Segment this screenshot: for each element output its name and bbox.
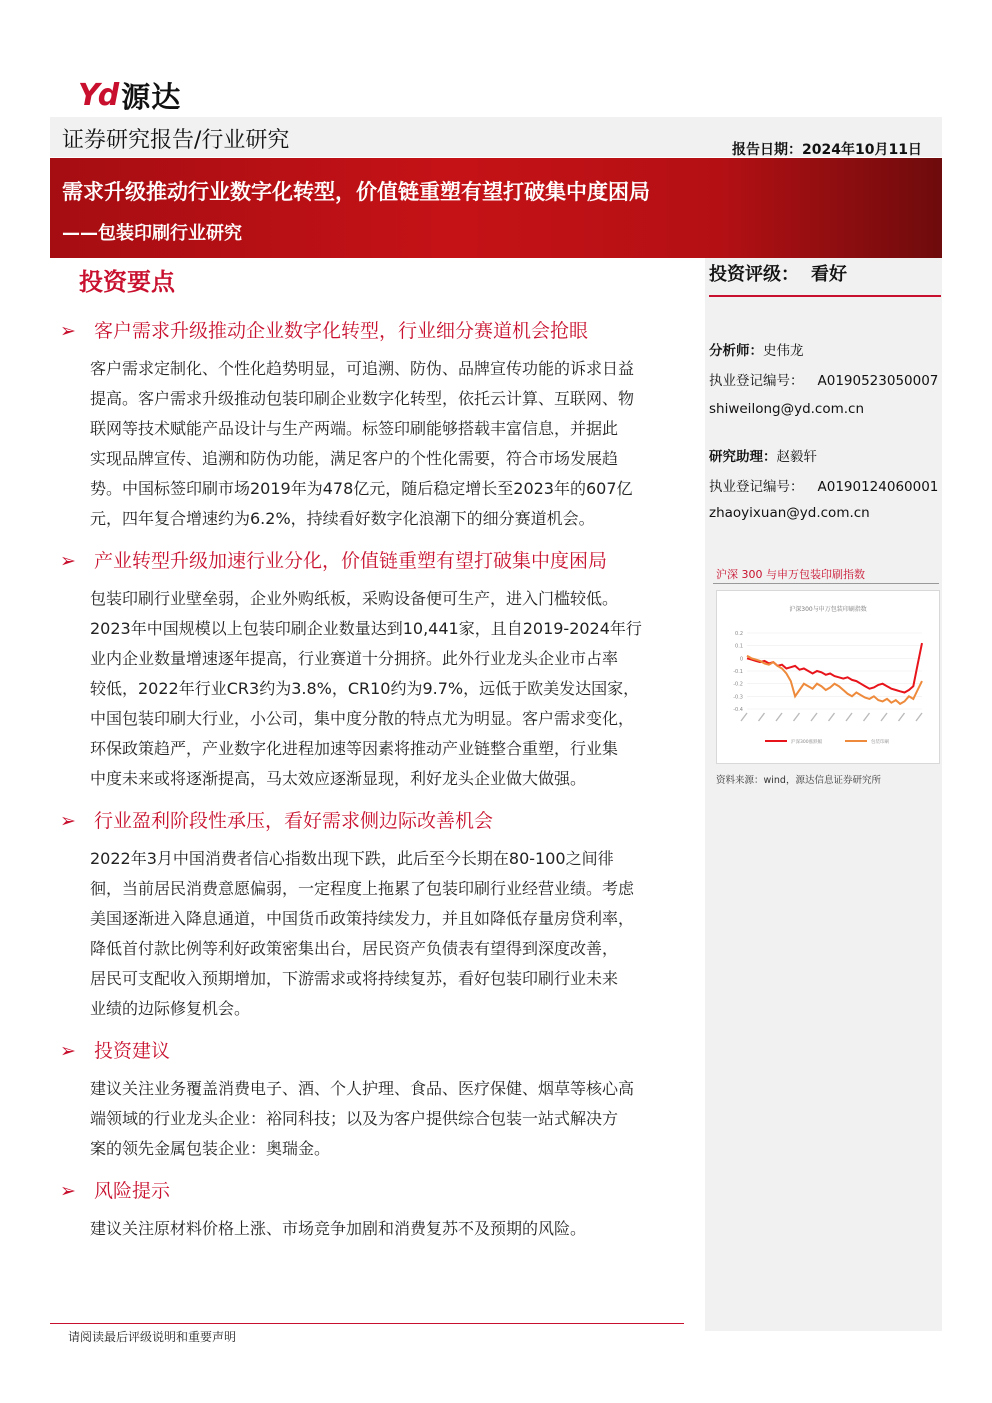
rating-value: 看好 xyxy=(811,264,847,285)
x-tick-mark xyxy=(811,713,817,721)
footer-disclaimer: 请阅读最后评级说明和重要声明 xyxy=(68,1330,237,1344)
x-tick-mark xyxy=(881,713,887,721)
section-title: 投资建议 xyxy=(94,1040,171,1062)
section-heading xyxy=(60,806,493,833)
index-chart-svg xyxy=(717,591,939,763)
rating-label: 投资评级： xyxy=(709,264,799,285)
x-tick-mark xyxy=(794,713,800,721)
paragraph-line: 元，四年复合增速约为6.2%，持续看好数字化浪潮下的细分赛道机会。 xyxy=(90,509,595,528)
x-tick-mark xyxy=(759,713,765,721)
paragraph-line: 美国逐渐进入降息通道，中国货币政策持续发力，并且如降低存量房贷利率， xyxy=(90,909,635,928)
investment-rating xyxy=(709,260,847,286)
section-paragraph xyxy=(90,1074,680,1164)
bullet-arrow-icon: ➢ xyxy=(60,1180,76,1202)
section-heading xyxy=(60,546,607,573)
x-tick-mark xyxy=(846,713,852,721)
logo-mark: Yd xyxy=(78,77,118,113)
x-tick-mark xyxy=(899,713,905,721)
chart-divider xyxy=(713,583,939,584)
assistant-reg-label: 执业登记编号： xyxy=(709,479,804,495)
section-heading xyxy=(60,1176,170,1203)
assistant-email[interactable]: zhaoyixuan@yd.com.cn xyxy=(709,505,870,521)
section-heading xyxy=(60,1036,170,1063)
assistant-label: 研究助理： xyxy=(709,449,777,465)
paragraph-line: 建议关注业务覆盖消费电子、酒、个人护理、食品、医疗保健、烟草等核心高 xyxy=(90,1079,635,1098)
x-tick-mark xyxy=(741,713,747,721)
y-tick-label: -0.2 xyxy=(733,681,743,688)
x-tick-mark xyxy=(829,713,835,721)
paragraph-line: 端领域的行业龙头企业：裕同科技；以及为客户提供综合包装一站式解决方 xyxy=(90,1109,619,1128)
paragraph-line: 2022年3月中国消费者信心指数出现下跌，此后至今长期在80-100之间徘 xyxy=(90,849,614,868)
report-subtitle: ——包装印刷行业研究 xyxy=(62,223,242,244)
paragraph-line: 提高。客户需求升级推动包装印刷企业数字化转型，依托云计算、互联网、物 xyxy=(90,389,635,408)
page-heading: 投资要点 xyxy=(79,268,175,296)
analyst-name: 史伟龙 xyxy=(763,343,804,359)
report-date: 报告日期：2024年10月11日 xyxy=(732,142,922,158)
footer-divider xyxy=(50,1323,684,1324)
section-title: 客户需求升级推动企业数字化转型，行业细分赛道机会抢眼 xyxy=(94,320,589,342)
report-title: 需求升级推动行业数字化转型，价值链重塑有望打破集中度困局 xyxy=(62,180,650,204)
analyst-label: 分析师： xyxy=(709,343,763,359)
section-paragraph xyxy=(90,354,680,534)
chart-caption: 沪深 300 与申万包装印刷指数 xyxy=(716,568,865,581)
logo-name: 源达 xyxy=(121,79,182,114)
assistant-row xyxy=(709,445,817,465)
paragraph-line: 居民可支配收入预期增加，下游需求或将持续复苏，看好包装印刷行业未来 xyxy=(90,969,619,988)
assistant-reg-row xyxy=(709,475,938,495)
section-title: 风险提示 xyxy=(94,1180,171,1202)
paragraph-line: 业内企业数量增速逐年提高，行业赛道十分拥挤。此外行业龙头企业市占率 xyxy=(90,649,619,668)
y-tick-label: 0.2 xyxy=(735,631,743,637)
x-tick-mark xyxy=(916,713,922,721)
section-title: 行业盈利阶段性承压，看好需求侧边际改善机会 xyxy=(94,810,494,832)
section-paragraph xyxy=(90,584,680,794)
legend-label: 包装印刷 xyxy=(871,740,889,745)
chart-title: 沪深300与申万包装印刷指数 xyxy=(789,606,867,613)
paragraph-line: 降低首付款比例等利好政策密集出台，居民资产负债表有望得到深度改善， xyxy=(90,939,619,958)
x-tick-mark xyxy=(864,713,870,721)
paragraph-line: 中度未来或将逐渐提高，马太效应逐渐显现，利好龙头企业做大做强。 xyxy=(90,769,587,788)
analyst-row xyxy=(709,339,804,359)
paragraph-line: 客户需求定制化、个性化趋势明显，可追溯、防伪、品牌宣传功能的诉求日益 xyxy=(90,359,635,378)
paragraph-line: 案的领先金属包装企业：奥瑞金。 xyxy=(90,1139,331,1158)
series-line xyxy=(747,643,922,692)
paragraph-line: 建议关注原材料价格上涨、市场竞争加剧和消费复苏不及预期的风险。 xyxy=(90,1219,587,1238)
paragraph-line: 业绩的边际修复机会。 xyxy=(90,999,251,1018)
paragraph-line: 2023年中国规模以上包装印刷企业数量达到10,441家，且自2019-2024年行 xyxy=(90,619,642,638)
sidebar xyxy=(705,258,942,1331)
paragraph-line: 中国包装印刷大行业，小公司，集中度分散的特点尤为明显。客户需求变化， xyxy=(90,709,635,728)
paragraph-line: 实现品牌宣传、追溯和防伪功能，满足客户的个性化需要，符合市场发展趋 xyxy=(90,449,619,468)
y-tick-label: -0.3 xyxy=(733,694,743,701)
y-tick-label: 0.1 xyxy=(735,643,743,650)
paragraph-line: 徊，当前居民消费意愿偏弱，一定程度上拖累了包装印刷行业经营业绩。考虑 xyxy=(90,879,635,898)
bullet-arrow-icon: ➢ xyxy=(60,550,76,572)
section-paragraph xyxy=(90,1214,680,1244)
section-heading xyxy=(60,316,588,343)
analyst-reg-number: A0190523050007 xyxy=(817,373,939,389)
assistant-name: 赵毅轩 xyxy=(776,449,817,465)
chart-source: 资料来源：wind，源达信息证券研究所 xyxy=(716,775,881,786)
series-line xyxy=(747,656,922,704)
analyst-email[interactable]: shiweilong@yd.com.cn xyxy=(709,401,865,417)
company-logo xyxy=(78,78,181,112)
section-paragraph xyxy=(90,844,680,1024)
section-title: 产业转型升级加速行业分化，价值链重塑有望打破集中度困局 xyxy=(94,550,608,572)
bullet-arrow-icon: ➢ xyxy=(60,810,76,832)
y-tick-label: 0 xyxy=(739,656,743,663)
paragraph-line: 包装印刷行业壁垒弱，企业外购纸板，采购设备便可生产，进入门槛较低。 xyxy=(90,589,619,608)
assistant-reg-number: A0190124060001 xyxy=(817,479,939,495)
index-chart xyxy=(716,590,940,764)
bullet-arrow-icon: ➢ xyxy=(60,1040,76,1062)
paragraph-line: 环保政策趋严，产业数字化进程加速等因素将推动产业链整合重塑，行业集 xyxy=(90,739,619,758)
paragraph-line: 联网等技术赋能产品设计与生产两端。标签印刷能够搭载丰富信息，并据此 xyxy=(90,419,619,438)
bullet-arrow-icon: ➢ xyxy=(60,320,76,342)
y-tick-label: -0.1 xyxy=(733,669,743,675)
paragraph-line: 较低，2022年行业CR3约为3.8%，CR10约为9.7%，远低于欧美发达国家， xyxy=(90,679,640,698)
x-tick-mark xyxy=(776,713,782,721)
paragraph-line: 势。中国标签印刷市场2019年为478亿元，随后稳定增长至2023年的607亿 xyxy=(90,479,633,498)
legend-label: 沪深300涨跌幅 xyxy=(791,740,823,745)
rating-divider xyxy=(709,295,941,297)
y-tick-label: -0.4 xyxy=(733,707,743,713)
analyst-reg-label: 执业登记编号： xyxy=(709,373,804,389)
analyst-reg-row xyxy=(709,369,938,389)
report-category: 证券研究报告/行业研究 xyxy=(62,128,290,153)
